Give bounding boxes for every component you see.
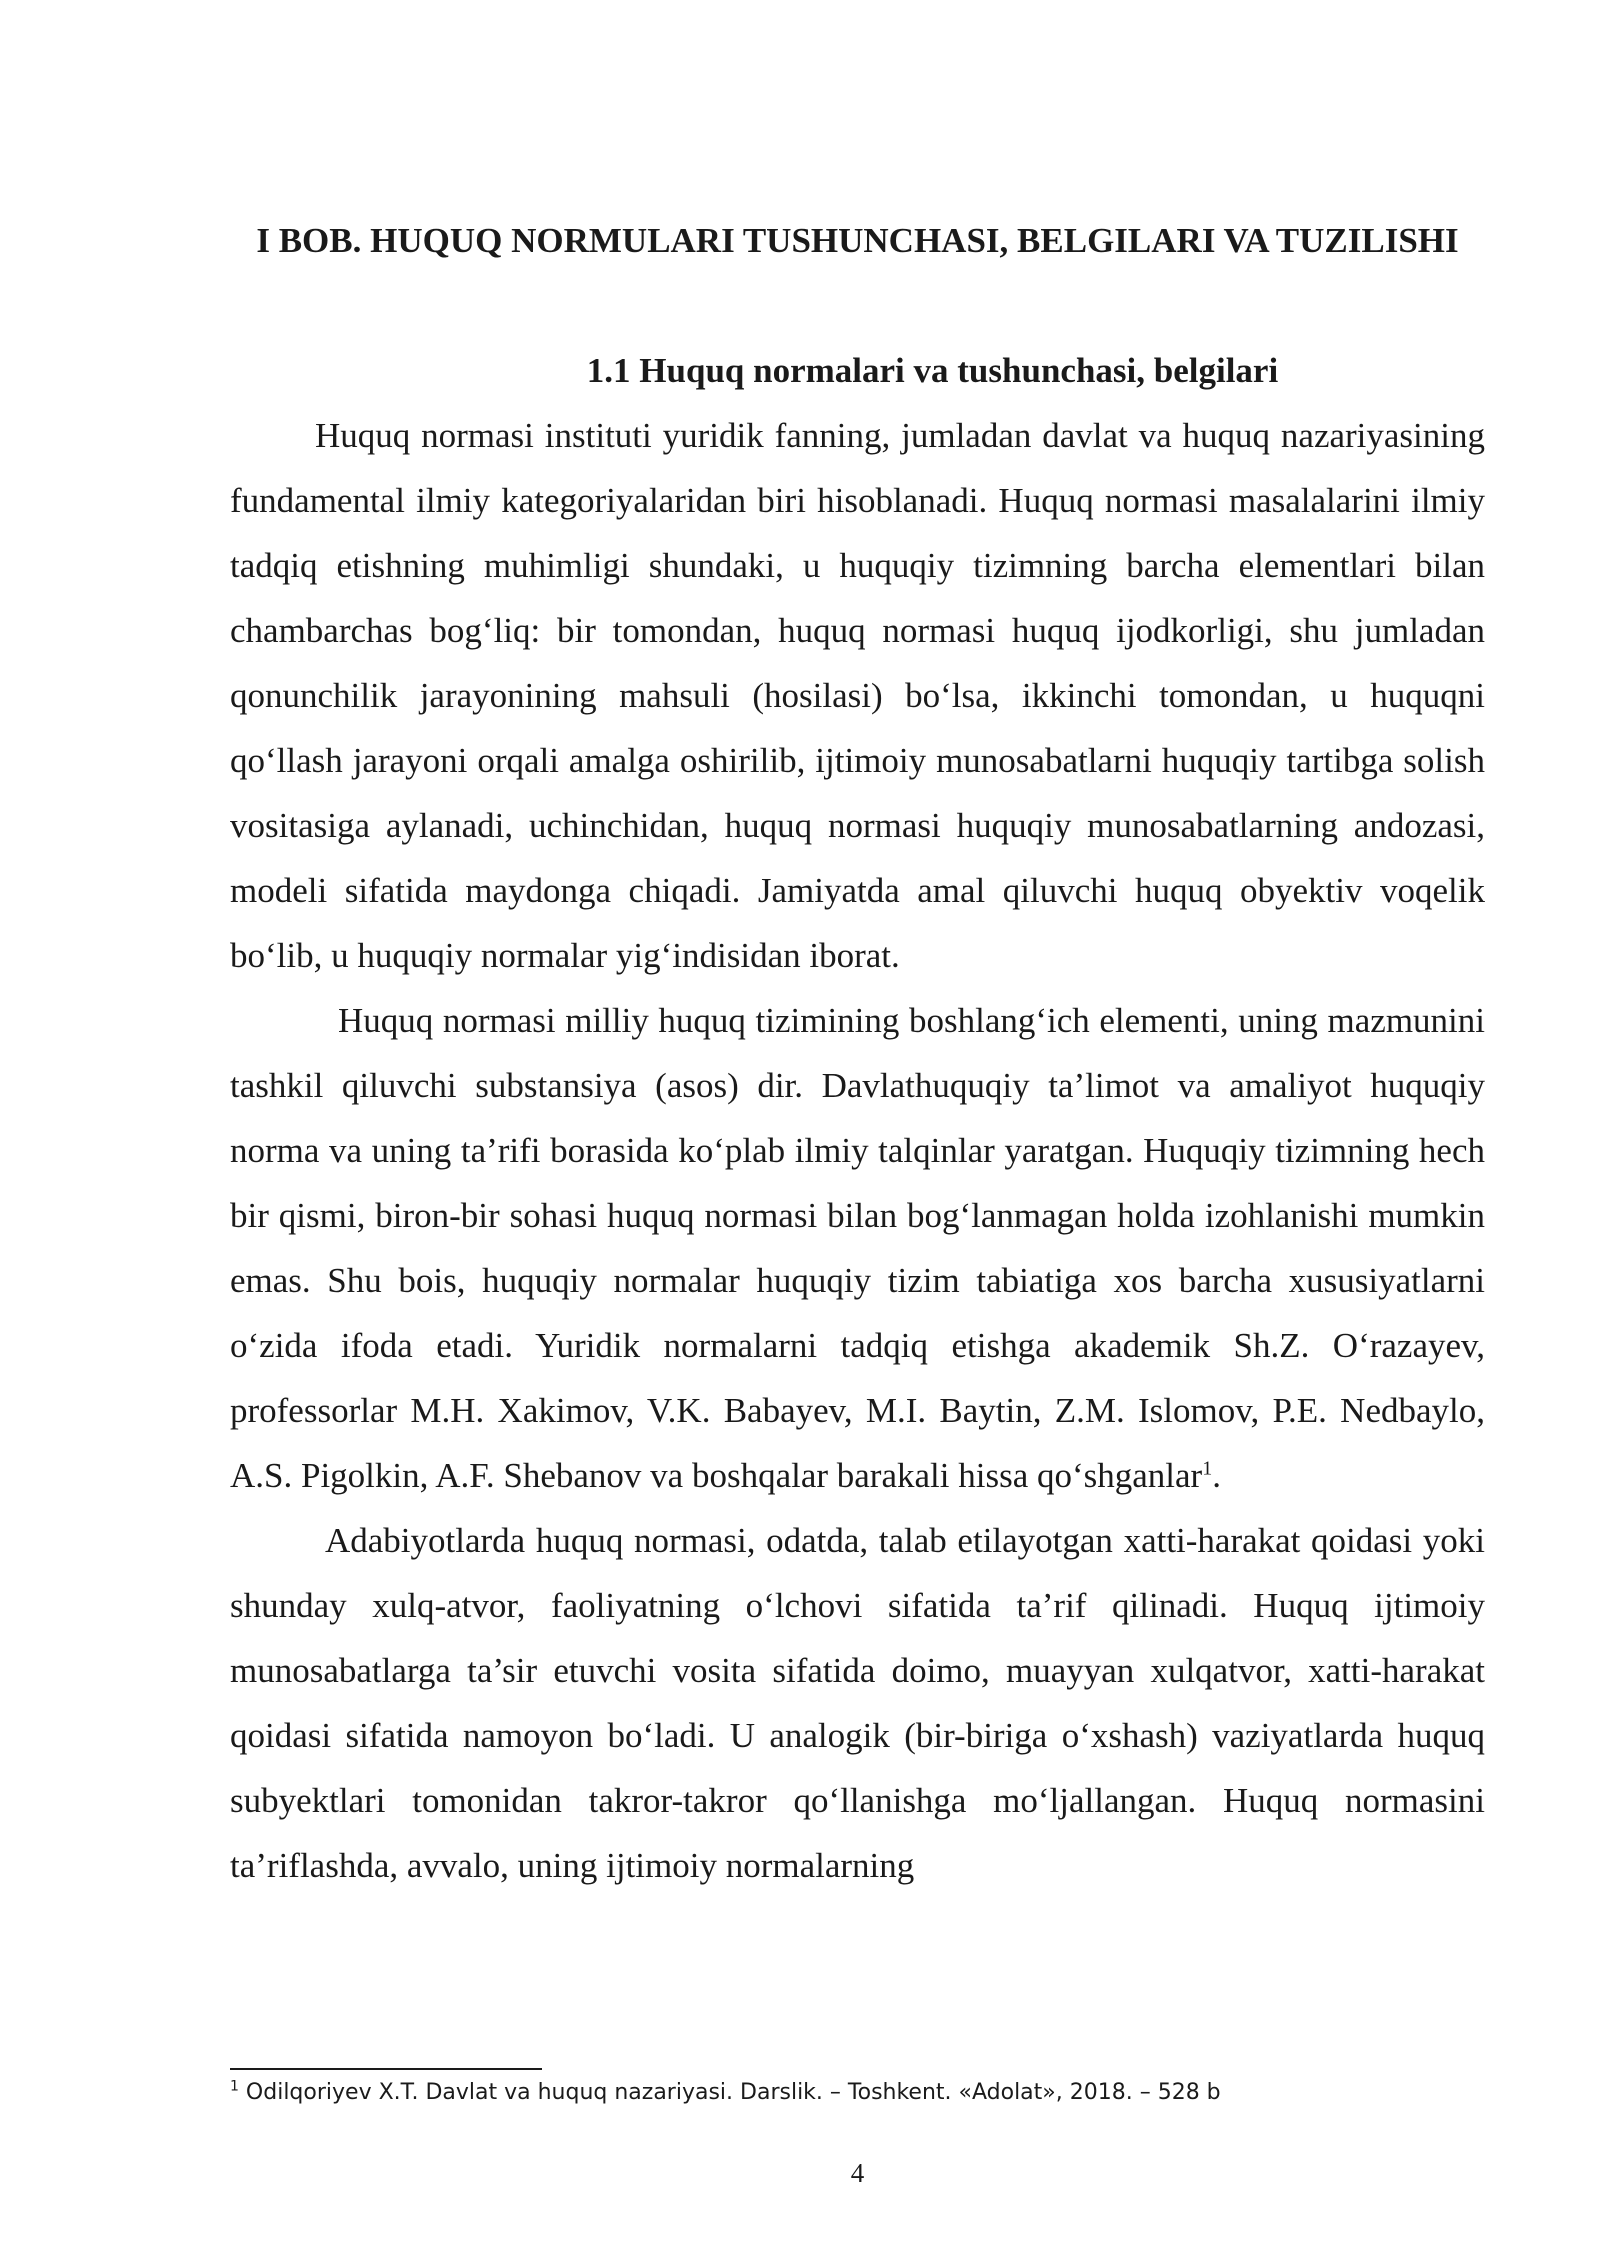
- body-text: [230, 403, 1485, 1898]
- paragraph-2: [230, 988, 1485, 1508]
- paragraph-2-end: .: [1212, 1456, 1221, 1495]
- paragraph-1-text: Huquq normasi instituti yuridik fanning, jumladan davlat va huquq nazariyasining fundamental ilmiy kategoriyalaridan biri hisoblanadi. Huquq normasi masalalarini ilmiy tadqiq etishning muhimligi shundaki, u huquqiy tizimning barcha elementlari bilan chambarchas bog‘liq: bir tomondan, huquq normasi huquq ijodkorligi, shu jumladan qonunchilik jarayonining mahsuli (hosilasi) bo‘lsa, ikkinchi tomondan, u huquqni qo‘llash jarayoni orqali amalga oshirilib, ijtimoiy munosabatlarni huquqiy tartibga solish vositasiga aylanadi, uchinchidan, huquq normasi huquqiy munosabatlarning andozasi, modeli sifatida maydonga chiqadi. Jamiyatda amal qiluvchi huquq obyektiv voqelik bo‘lib, u huquqiy normalar yig‘indisidan iborat.: [230, 416, 1485, 975]
- paragraph-1: [230, 403, 1485, 988]
- footnote-reference[interactable]: 1: [1202, 1457, 1213, 1480]
- footnote: [230, 2078, 1485, 2108]
- footnote-number: 1: [230, 2078, 239, 2095]
- footnote-separator: [230, 2068, 542, 2070]
- paragraph-3: [230, 1508, 1485, 1898]
- footnote-text: Odilqoriyev X.T. Davlat va huquq nazariyasi. Darslik. – Toshkent. «Adolat», 2018. – 528 b: [245, 2080, 1221, 2105]
- paragraph-2-text: Huquq normasi milliy huquq tizimining boshlang‘ich elementi, uning mazmunini tashkil qiluvchi substansiya (asos) dir. Davlathuquqiy ta’limot va amaliyot huquqiy norma va uning ta’rifi borasida ko‘plab ilmiy talqinlar yaratgan. Huquqiy tizimning hech bir qismi, biron-bir sohasi huquq normasi bilan bog‘lanmagan holda izohlanishi mumkin emas. Shu bois, huquqiy normalar huquqiy tizim tabiatiga xos barcha xususiyatlarni o‘zida ifoda etadi. Yuridik normalarni tadqiq etishga akademik Sh.Z. O‘razayev, professorlar M.H. Xakimov, V.K. Babayev, M.I. Baytin, Z.M. Islomov, P.E. Nedbaylo, A.S. Pigolkin, A.F. Shebanov va boshqalar barakali hissa qo‘shganlar: [230, 1001, 1485, 1495]
- chapter-title: I BOB. HUQUQ NORMULARI TUSHUNCHASI, BELGILARI VA TUZILISHI: [256, 221, 1459, 260]
- section-title: 1.1 Huquq normalari va tushunchasi, belgilari: [586, 351, 1279, 390]
- paragraph-3-text: Adabiyotlarda huquq normasi, odatda, talab etilayotgan xatti-harakat qoidasi yoki shunday xulq-atvor, faoliyatning o‘lchovi sifatida ta’rif qilinadi. Huquq ijtimoiy munosabatlarga ta’sir etuvchi vosita sifatida doimo, muayyan xulqatvor, xatti-harakat qoidasi sifatida namoyon bo‘ladi. U analogik (bir-biriga o‘xshash) vaziyatlarda huquq subyektlari tomonidan takror-takror qo‘llanishga mo‘ljallangan. Huquq normasini ta’riflashda, avvalo, uning ijtimoiy normalarning: [230, 1521, 1485, 1885]
- page-number: 4: [850, 2158, 865, 2188]
